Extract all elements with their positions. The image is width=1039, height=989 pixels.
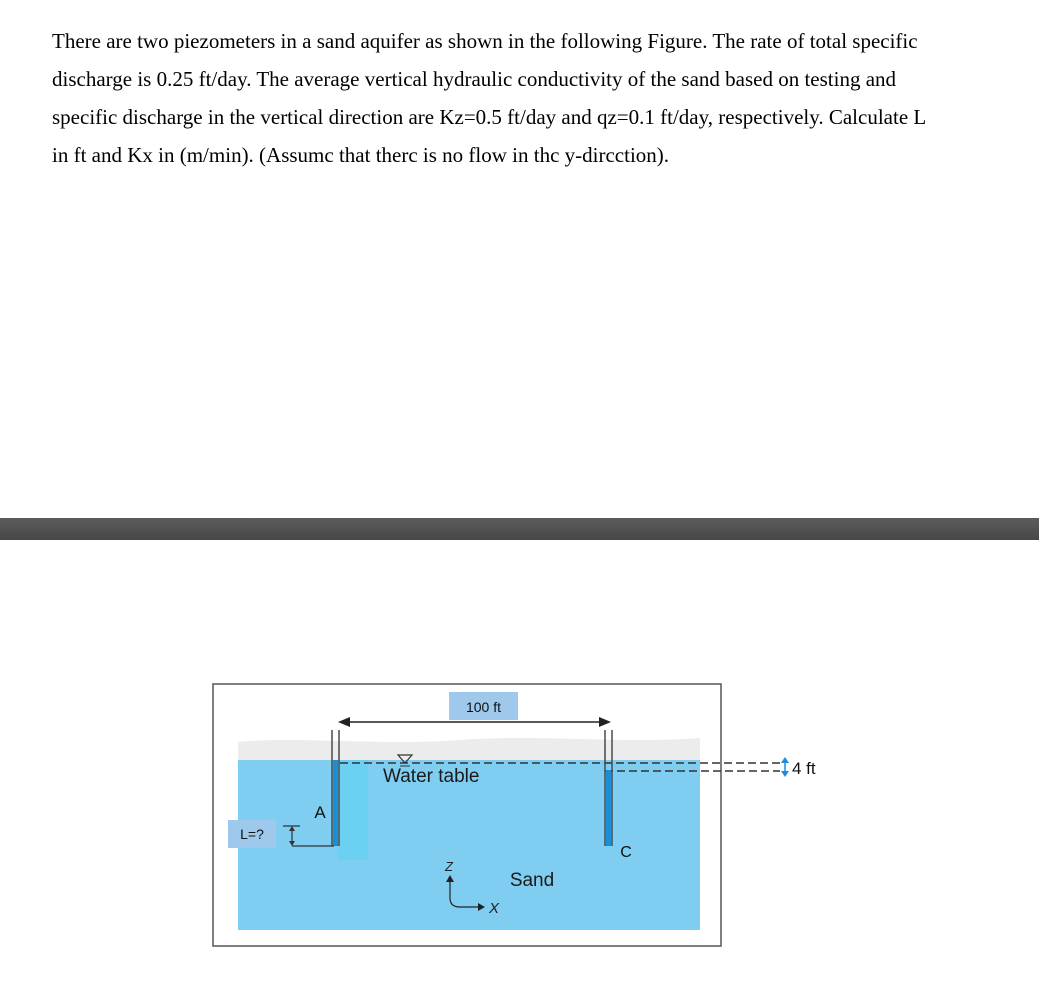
piezometer-a-label: A (314, 803, 326, 822)
water-table-label: Water table (383, 766, 480, 787)
head-diff-arrow-down-head (781, 771, 789, 777)
axis-x-label: X (488, 900, 500, 917)
axis-z-label: Z (445, 859, 453, 874)
sand-label: Sand (509, 870, 555, 891)
ground-surface (238, 738, 700, 760)
problem-line-3: specific discharge in the vertical direction are Kz=0.5 ft/day and qz=0.1 ft/day, respectively. Calculate L (52, 105, 927, 129)
head-diff-label: 4 ft (792, 759, 816, 778)
aquifer-highlight (338, 760, 368, 860)
piezometer-a-water (333, 760, 338, 846)
problem-line-4: in ft and Kx in (m/min). (Assumc that therc is no flow in thc y-dircction). (52, 143, 670, 167)
length-label: L=? (240, 826, 264, 842)
head-diff-arrow-up-head (781, 757, 789, 763)
piezometer-c-label: C (620, 844, 632, 861)
problem-line-2: discharge is 0.25 ft/day. The average vertical hydraulic conductivity of the sand based on testing and (52, 67, 897, 91)
piezometer-c-water (606, 770, 611, 846)
distance-label: 100 ft (465, 699, 502, 715)
problem-line-1: There are two piezometers in a sand aquifer as shown in the following Figure. The rate of total specific (52, 29, 918, 53)
